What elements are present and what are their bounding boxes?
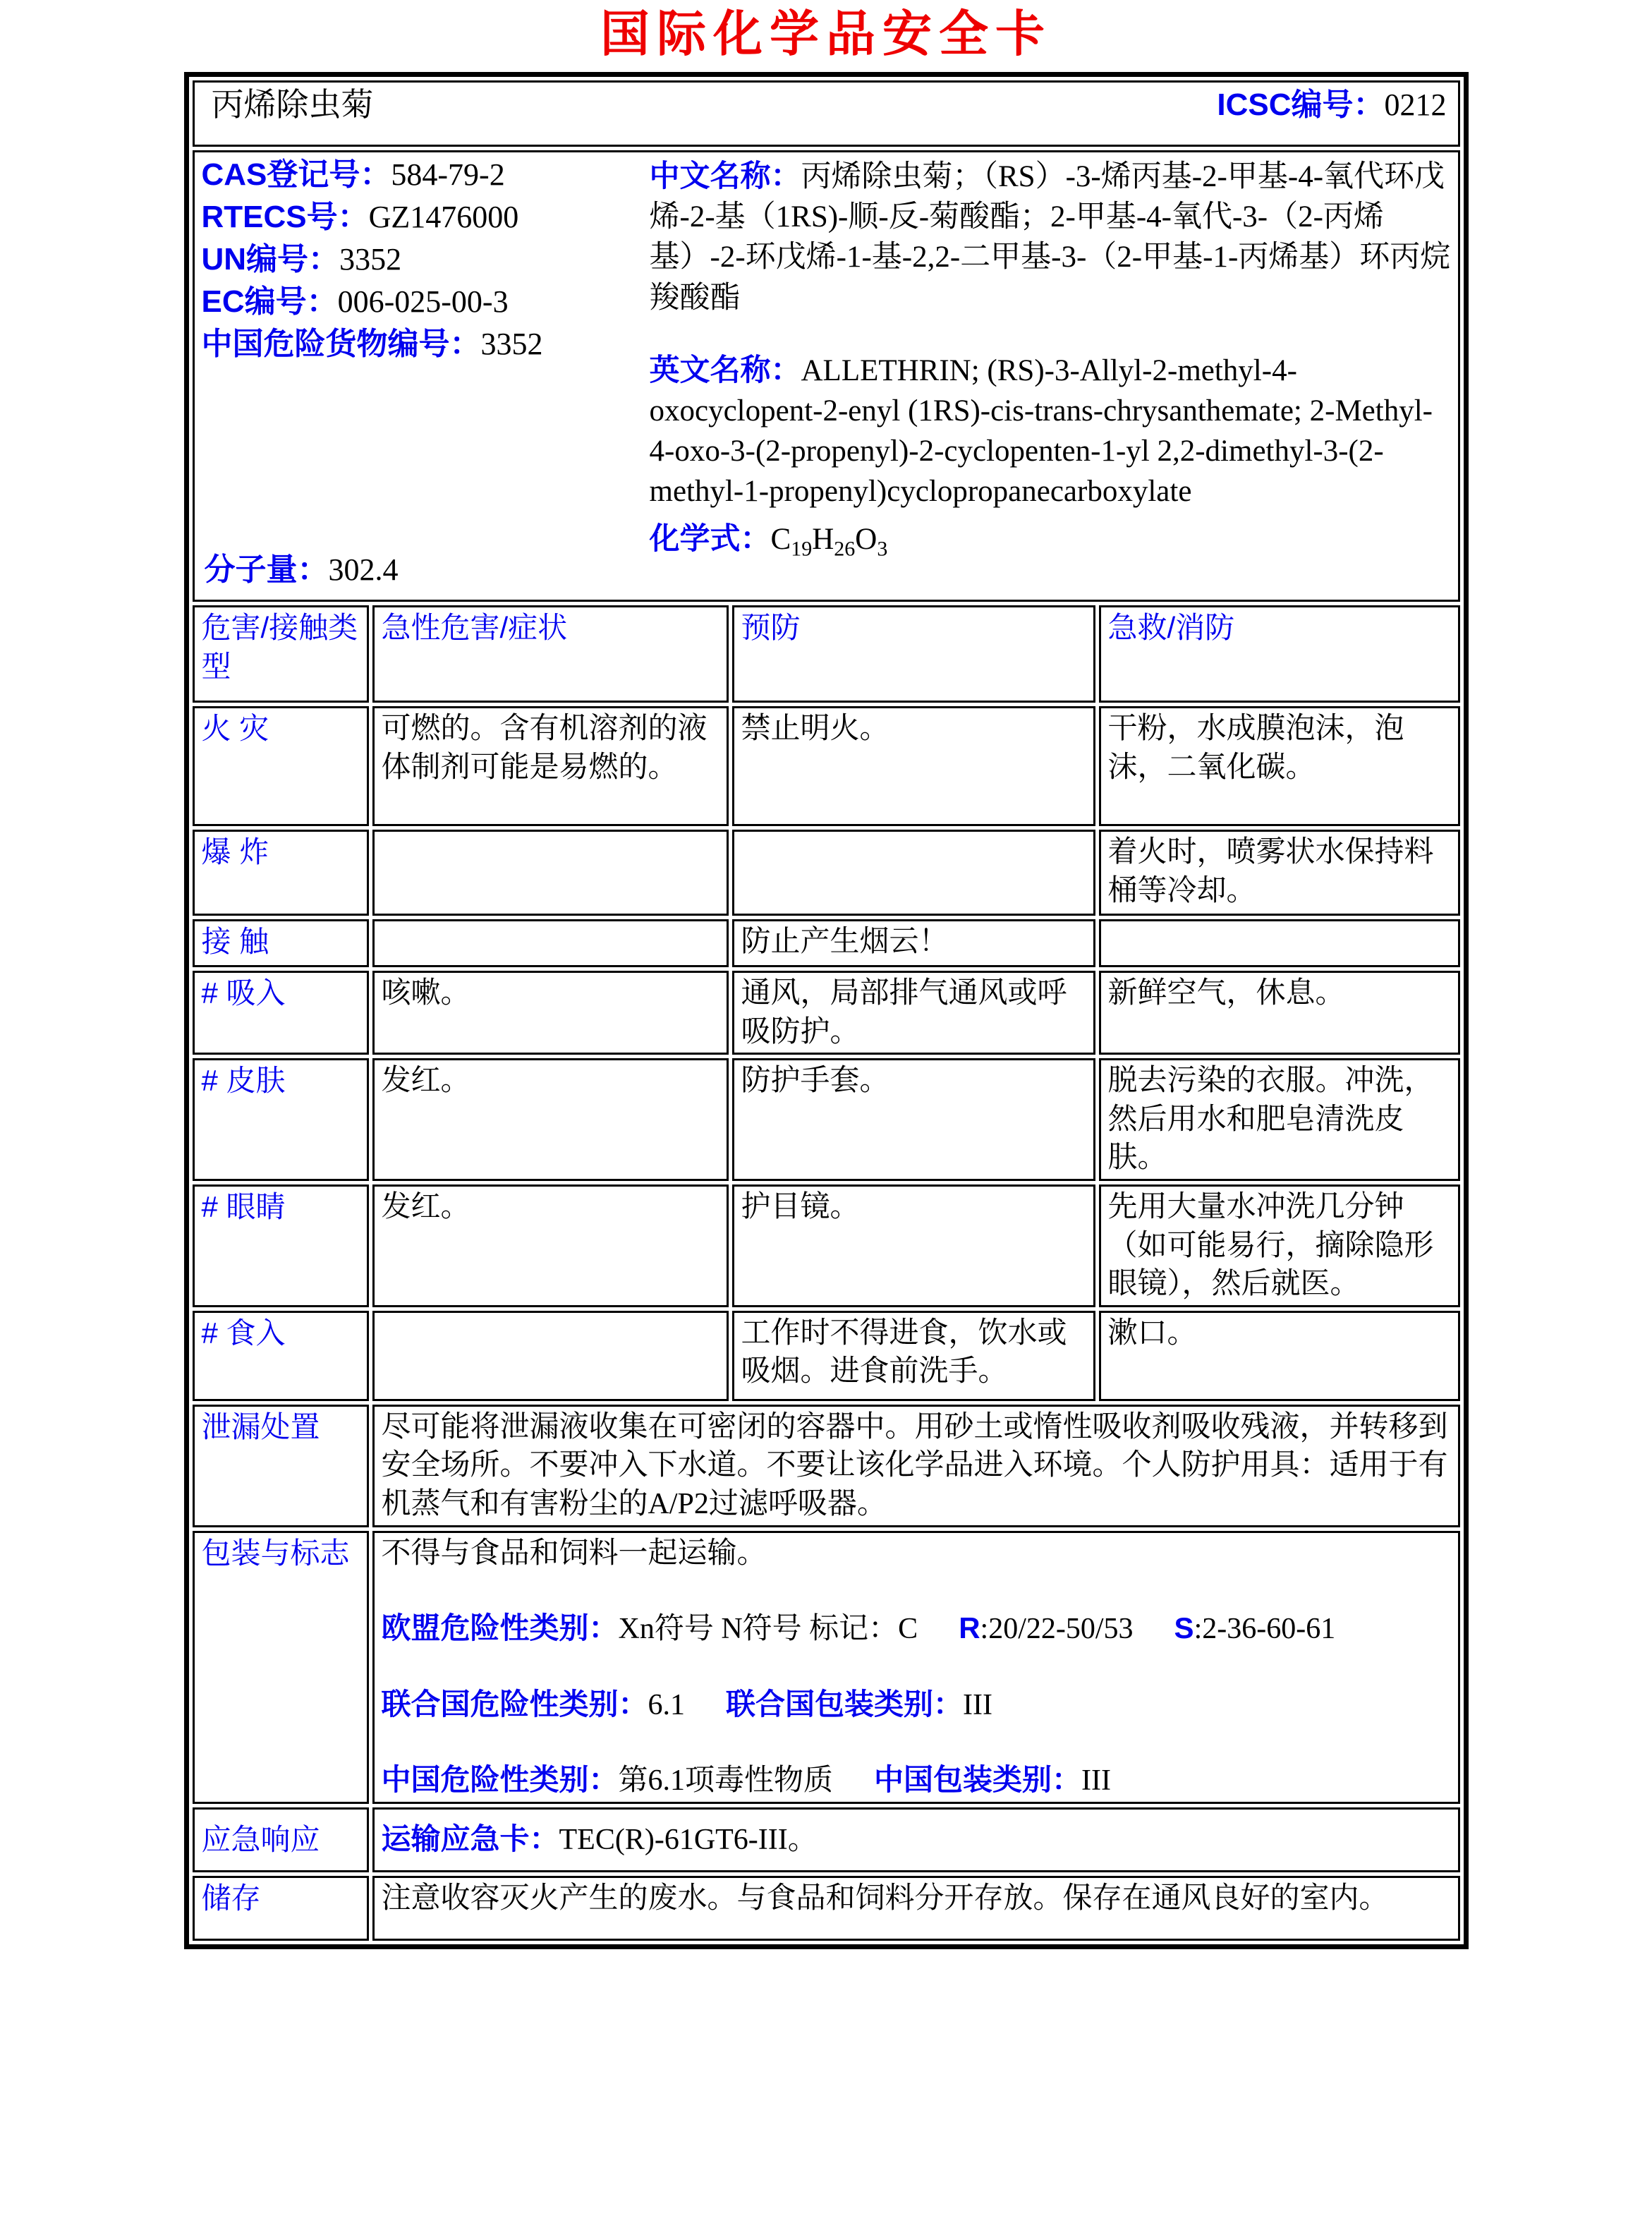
icsc-number (1217, 85, 1450, 125)
inhalation-symptoms: 咳嗽。 (372, 971, 729, 1055)
china-dg-value: 3352 (480, 327, 543, 361)
cas-value: 584-79-2 (391, 157, 505, 192)
storage-text: 注意收容灭火产生的废水。与食品和饲料分开存放。保存在通风良好的室内。 (372, 1876, 1460, 1941)
exposure-symptoms (372, 919, 729, 967)
packaging-content (372, 1531, 1460, 1804)
row-label-inhalation: # 吸入 (193, 971, 369, 1055)
row-label-exposure: 接 触 (193, 919, 369, 967)
packaging-un-line (382, 1685, 1451, 1725)
spill-row (193, 1405, 1460, 1527)
row-label-spill: 泄漏处置 (193, 1405, 369, 1527)
un-value: 3352 (339, 242, 402, 277)
explosion-symptoms (372, 830, 729, 916)
skin-prevention: 防护手套。 (732, 1058, 1095, 1181)
identification-row (193, 150, 1460, 602)
molecular-weight (205, 550, 399, 590)
card-header-row (193, 80, 1460, 147)
hazard-row-ingestion (193, 1311, 1460, 1401)
packaging-cn-line (382, 1761, 1451, 1800)
s-phrases-value: :2-36-60-61 (1194, 1613, 1336, 1646)
chemical-formula-label: 化学式： (649, 521, 771, 556)
ingestion-firstaid: 漱口。 (1099, 1311, 1460, 1401)
spill-text: 尽可能将泄漏液收集在可密闭的容器中。用砂土或惰性吸收剂吸收残液，并转移到安全场所。不要冲入下水道。不要让该化学品进入环境。个人防护用具：适用于有机蒸气和有害粉尘的A/P2过滤呼吸器。 (372, 1405, 1460, 1527)
hazard-row-fire (193, 706, 1460, 826)
row-label-fire: 火 灾 (193, 706, 369, 826)
cn-pack-value: III (1081, 1764, 1112, 1798)
ec-value: 006-025-00-3 (337, 284, 509, 319)
explosion-firstaid: 着火时，喷雾状水保持料桶等冷却。 (1099, 830, 1460, 916)
chemical-formula-value: $C_{19}H_{26}O_3$ (770, 522, 888, 561)
emergency-content (372, 1807, 1460, 1872)
packaging-transport-note: 不得与食品和饲料一起运输。 (381, 1537, 767, 1570)
row-label-emergency: 应急响应 (193, 1807, 369, 1872)
packaging-row (193, 1531, 1460, 1804)
china-dg-label: 中国危险货物编号： (201, 327, 481, 361)
un-pack-label: 联合国包装类别： (726, 1687, 964, 1721)
eu-class-label: 欧盟危险性类别： (381, 1611, 619, 1645)
skin-symptoms: 发红。 (372, 1058, 729, 1181)
r-phrases-value: :20/22-50/53 (980, 1613, 1134, 1646)
eyes-symptoms: 发红。 (372, 1184, 729, 1307)
identification-cell (193, 150, 1460, 602)
ingestion-symptoms (372, 1311, 729, 1401)
names-block (650, 157, 1451, 563)
chemical-formula (650, 519, 1451, 563)
un-pack-value: III (963, 1688, 992, 1721)
cn-class-value: 第6.1项毒性物质 (618, 1764, 834, 1798)
icsc-label: ICSC编号： (1217, 87, 1385, 123)
fire-symptoms: 可燃的。含有机溶剂的液体制剂可能是易燃的。 (372, 706, 729, 826)
hazard-row-explosion (193, 830, 1460, 916)
chinese-name-label: 中文名称： (649, 159, 801, 193)
molecular-weight-value: 302.4 (328, 552, 399, 587)
row-label-ingestion: # 食入 (193, 1311, 369, 1401)
row-label-skin: # 皮肤 (193, 1058, 369, 1181)
packaging-eu-line (382, 1609, 1451, 1649)
page-title: 国际化学品安全卡 (600, 8, 1052, 62)
fire-firstaid: 干粉，水成膜泡沫，泡沫，二氧化碳。 (1099, 706, 1460, 826)
cn-pack-label: 中国包装类别： (874, 1763, 1082, 1797)
safety-card-table (184, 72, 1469, 1949)
icsc-value: 0212 (1384, 87, 1447, 123)
col-head-symptoms: 急性危害/症状 (372, 605, 729, 703)
explosion-prevention (732, 830, 1095, 916)
un-label: UN编号： (201, 242, 340, 277)
inhalation-prevention: 通风，局部排气通风或呼吸防护。 (732, 971, 1095, 1055)
row-label-packaging: 包装与标志 (193, 1531, 369, 1804)
card-header-cell (193, 80, 1460, 147)
col-head-type: 危害/接触类型 (193, 605, 369, 703)
emergency-row (193, 1807, 1460, 1872)
fire-prevention: 禁止明火。 (732, 706, 1095, 826)
english-name-label: 英文名称： (649, 353, 801, 387)
transport-card-label: 运输应急卡： (381, 1822, 559, 1856)
row-label-storage: 储存 (193, 1876, 369, 1941)
eyes-prevention: 护目镜。 (732, 1184, 1095, 1307)
hazard-row-eyes (193, 1184, 1460, 1307)
row-label-eyes: # 眼睛 (193, 1184, 369, 1307)
inhalation-firstaid: 新鲜空气，休息。 (1099, 971, 1460, 1055)
chemical-name: 丙烯除虫菊 (211, 87, 374, 123)
transport-card-value: TEC(R)-61GT6-III。 (559, 1824, 818, 1857)
hazard-header-row (193, 605, 1460, 703)
un-class-value: 6.1 (648, 1688, 686, 1721)
hazard-row-inhalation (193, 971, 1460, 1055)
english-name-value: ALLETHRIN; (RS)-3-Allyl-2-methyl-4-oxocyclopent-2-enyl (1RS)-cis-trans-chrysanthemate; 2-Methyl-4-oxo-3-(2-propenyl)-2-cyclopenten-1-yl 2,2-dimethyl-3-(2-methyl-1-propenyl)cyclopropanecarboxylate (649, 353, 1433, 509)
exposure-firstaid (1099, 919, 1460, 967)
ingestion-prevention: 工作时不得进食，饮水或吸烟。进食前洗手。 (732, 1311, 1095, 1401)
r-phrases-label: R (959, 1611, 980, 1645)
molecular-weight-label: 分子量： (204, 552, 329, 587)
english-name (650, 351, 1451, 512)
row-label-explosion: 爆 炸 (193, 830, 369, 916)
hazard-row-exposure (193, 919, 1460, 967)
storage-row (193, 1876, 1460, 1941)
col-head-firstaid: 急救/消防 (1099, 605, 1460, 703)
col-head-prevention: 预防 (732, 605, 1095, 703)
eu-class-value: Xn符号 N符号 标记：C (618, 1613, 918, 1646)
eyes-firstaid: 先用大量水冲洗几分钟（如可能易行，摘除隐形眼镜），然后就医。 (1099, 1184, 1460, 1307)
ec-label: EC编号： (201, 284, 338, 319)
chinese-name-value: 丙烯除虫菊；（RS）-3-烯丙基-2-甲基-4-氧代环戊烯-2-基（1RS)-顺-反-菊酸酯；2-甲基-4-氧代-3-（2-丙烯基）-2-环戊烯-1-基-2,2-二甲基-3-（2-甲基-1-丙烯基）环丙烷羧酸酯 (649, 160, 1451, 315)
chinese-name (650, 157, 1451, 318)
hazard-row-skin (193, 1058, 1460, 1181)
exposure-prevention: 防止产生烟云！ (732, 919, 1095, 967)
un-class-label: 联合国危险性类别： (381, 1687, 648, 1721)
skin-firstaid: 脱去污染的衣服。冲洗，然后用水和肥皂清洗皮肤。 (1099, 1058, 1460, 1181)
s-phrases-label: S (1174, 1611, 1194, 1645)
rtecs-label: RTECS号： (201, 200, 369, 234)
cn-class-label: 中国危险性类别： (381, 1763, 619, 1797)
rtecs-value: GZ1476000 (368, 200, 519, 234)
cas-label: CAS登记号： (201, 157, 391, 192)
